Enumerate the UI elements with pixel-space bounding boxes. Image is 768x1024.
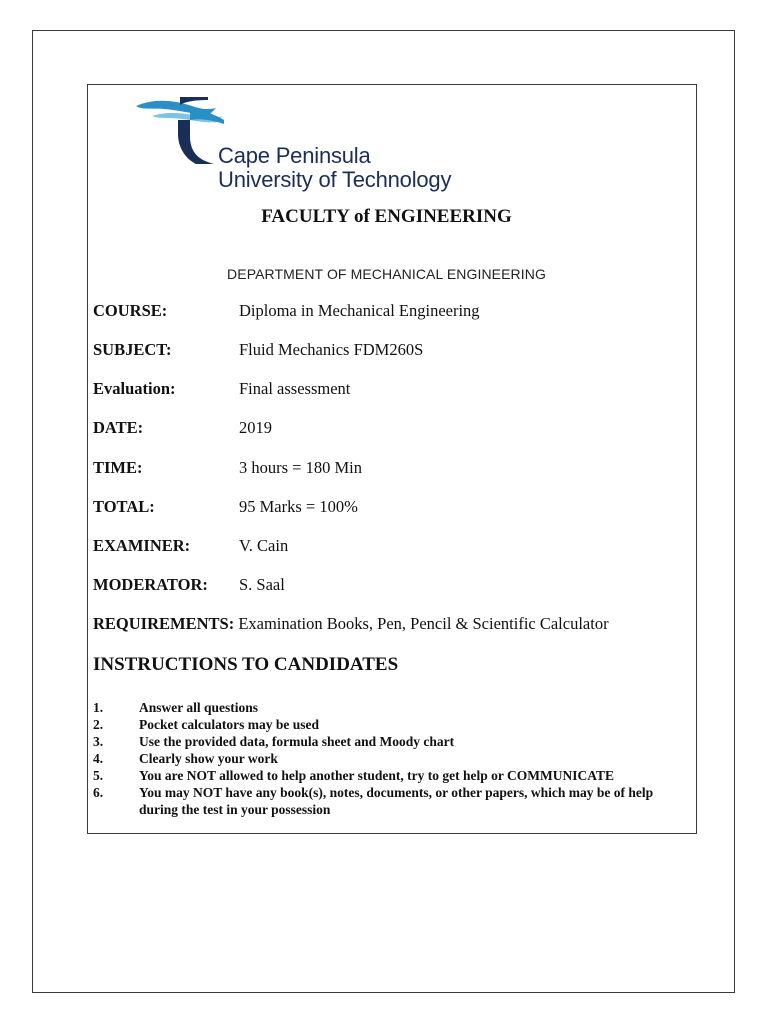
item-number: 6. bbox=[93, 785, 104, 800]
field-value: V. Cain bbox=[239, 536, 289, 555]
list-item bbox=[93, 784, 683, 818]
university-name-line2: University of Technology bbox=[218, 167, 452, 192]
field-label: Evaluation: bbox=[93, 379, 176, 398]
field-value: S. Saal bbox=[239, 575, 285, 594]
field-label: EXAMINER: bbox=[93, 536, 191, 555]
field-value: Examination Books, Pen, Pencil & Scientific Calculator bbox=[238, 614, 609, 633]
field-label: TIME: bbox=[93, 458, 143, 477]
field-value: 2019 bbox=[239, 418, 272, 437]
field-value: Final assessment bbox=[239, 379, 351, 398]
item-number: 2. bbox=[93, 717, 104, 732]
field-label: TOTAL: bbox=[93, 497, 155, 516]
field-moderator bbox=[93, 575, 285, 595]
list-item bbox=[93, 733, 683, 750]
field-label: MODERATOR: bbox=[93, 575, 208, 594]
field-examiner bbox=[93, 536, 289, 556]
instructions-list bbox=[93, 699, 683, 818]
item-text: You are NOT allowed to help another student, try to get help or COMMUNICATE bbox=[139, 768, 614, 783]
list-item bbox=[93, 750, 683, 767]
field-course bbox=[93, 301, 480, 321]
field-requirements bbox=[93, 614, 609, 634]
field-value: Diploma in Mechanical Engineering bbox=[239, 301, 480, 320]
field-label: COURSE: bbox=[93, 301, 168, 320]
list-item bbox=[93, 716, 683, 733]
instructions-title: INSTRUCTIONS TO CANDIDATES bbox=[93, 654, 399, 675]
item-number: 5. bbox=[93, 768, 104, 783]
field-total bbox=[93, 497, 358, 517]
item-number: 4. bbox=[93, 751, 104, 766]
item-text: Clearly show your work bbox=[139, 751, 278, 766]
field-label: SUBJECT: bbox=[93, 340, 172, 359]
item-text: You may NOT have any book(s), notes, documents, or other papers, which may be of help during the test in your possession bbox=[139, 785, 654, 817]
field-value: Fluid Mechanics FDM260S bbox=[239, 340, 424, 359]
field-time bbox=[93, 458, 362, 478]
faculty-title: FACULTY of ENGINEERING bbox=[261, 206, 512, 227]
field-evaluation bbox=[93, 379, 351, 399]
university-name-line1: Cape Peninsula bbox=[218, 143, 371, 168]
list-item bbox=[93, 699, 683, 716]
field-value: 95 Marks = 100% bbox=[239, 497, 358, 516]
list-item bbox=[93, 767, 683, 784]
item-text: Pocket calculators may be used bbox=[139, 717, 319, 732]
field-label: DATE: bbox=[93, 418, 144, 437]
university-name bbox=[218, 144, 451, 192]
department-title: DEPARTMENT OF MECHANICAL ENGINEERING bbox=[227, 266, 546, 282]
item-number: 1. bbox=[93, 700, 104, 715]
item-text: Use the provided data, formula sheet and Moody chart bbox=[139, 734, 455, 749]
item-number: 3. bbox=[93, 734, 104, 749]
field-date bbox=[93, 418, 272, 438]
field-subject bbox=[93, 340, 424, 360]
field-label: REQUIREMENTS: bbox=[93, 614, 235, 633]
item-text: Answer all questions bbox=[139, 700, 259, 715]
field-value: 3 hours = 180 Min bbox=[239, 458, 362, 477]
